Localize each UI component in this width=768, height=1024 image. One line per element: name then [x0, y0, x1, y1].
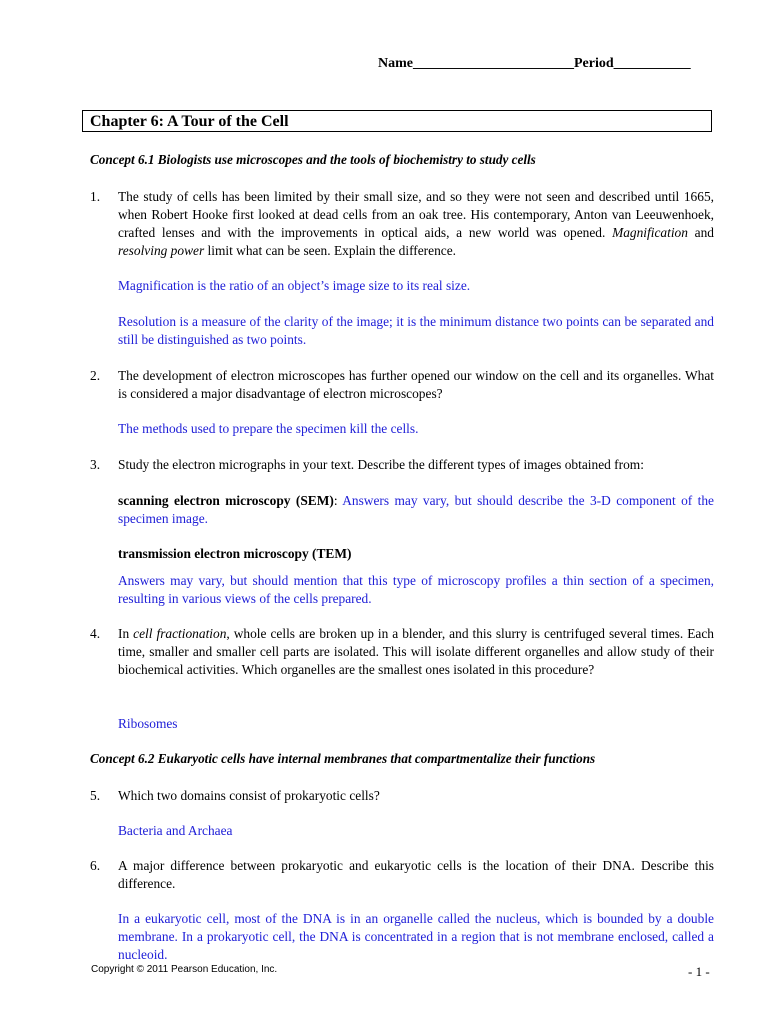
chapter-title: Chapter 6: A Tour of the Cell [82, 110, 712, 132]
sem-block: scanning electron microscopy (SEM): Answers may vary, but should describe the 3-D component of the specimen image. [118, 493, 715, 526]
page-number: - 1 - [688, 964, 710, 979]
name-blank: _______________________ [413, 56, 574, 71]
period-blank: ___________ [613, 56, 691, 71]
question-number: 2. [90, 368, 101, 383]
tem-label: transmission electron microscopy (TEM) [118, 546, 352, 561]
question-5 [90, 787, 714, 805]
answer-6: In a eukaryotic cell, most of the DNA is in an organelle called the nucleus, which is bounded by a double membrane. In a prokaryotic cell, the DNA is concentrated in a region that is not membrane enclosed, called a nucleoid. [118, 911, 714, 962]
question-3 [90, 456, 714, 474]
question-1 [90, 188, 714, 260]
question-6 [90, 857, 714, 893]
name-period-header [378, 56, 691, 72]
question-text: In cell fractionation, whole cells are broken up in a blender, and this slurry is centrifuged several times. Each time, smaller and smaller cell parts are isolated. This will isolate different organelles and allow study of their biochemical activities. Which organelles are the smallest ones isolated in this procedure? [118, 626, 714, 677]
question-number: 4. [90, 626, 101, 641]
question-number: 6. [90, 858, 101, 873]
answer-5: Bacteria and Archaea [118, 823, 233, 838]
question-number: 5. [90, 788, 101, 803]
question-number: 3. [90, 457, 101, 472]
question-2 [90, 367, 714, 403]
sem-answer: Answers may vary, but should describe the 3-D component of the specimen image. [118, 493, 715, 526]
question-text: Study the electron micrographs in your text. Describe the different types of images obtained from: [118, 457, 644, 472]
answer-2: The methods used to prepare the specimen kill the cells. [118, 421, 419, 436]
question-text: The study of cells has been limited by their small size, and so they were not seen and described until 1665, when Robert Hooke first looked at dead cells from an oak tree. His contemporary, Anton van Leeuwenhoek, crafted lenses and with the improvements in optical aids, a new world was opened. Magnification and resolving power limit what can be seen. Explain the difference. [118, 189, 714, 258]
sem-label: scanning electron microscopy (SEM) [118, 493, 334, 508]
period-label: Period [574, 56, 614, 71]
answer-1-magnification: Magnification is the ratio of an object’s image size to its real size. [118, 278, 471, 293]
copyright-footer: Copyright © 2011 Pearson Education, Inc. [91, 964, 278, 975]
answer-4: Ribosomes [118, 716, 178, 731]
concept-6-1-heading: Concept 6.1 Biologists use microscopes and the tools of biochemistry to study cells [90, 152, 536, 167]
question-4 [90, 625, 714, 679]
answer-1-resolution: Resolution is a measure of the clarity of the image; it is the minimum distance two points can be separated and still be distinguished as two points. [118, 314, 714, 347]
question-text: Which two domains consist of prokaryotic cells? [118, 788, 380, 803]
tem-answer: Answers may vary, but should mention that this type of microscopy profiles a thin section of a specimen, resulting in various views of the cells prepared. [118, 573, 714, 606]
concept-6-2-heading: Concept 6.2 Eukaryotic cells have internal membranes that compartmentalize their functions [90, 751, 596, 766]
name-label: Name [378, 56, 413, 71]
question-number: 1. [90, 189, 101, 204]
question-text: A major difference between prokaryotic and eukaryotic cells is the location of their DNA. Describe this difference. [118, 858, 714, 891]
question-text: The development of electron microscopes has further opened our window on the cell and its organelles. What is considered a major disadvantage of electron microscopes? [118, 368, 714, 401]
